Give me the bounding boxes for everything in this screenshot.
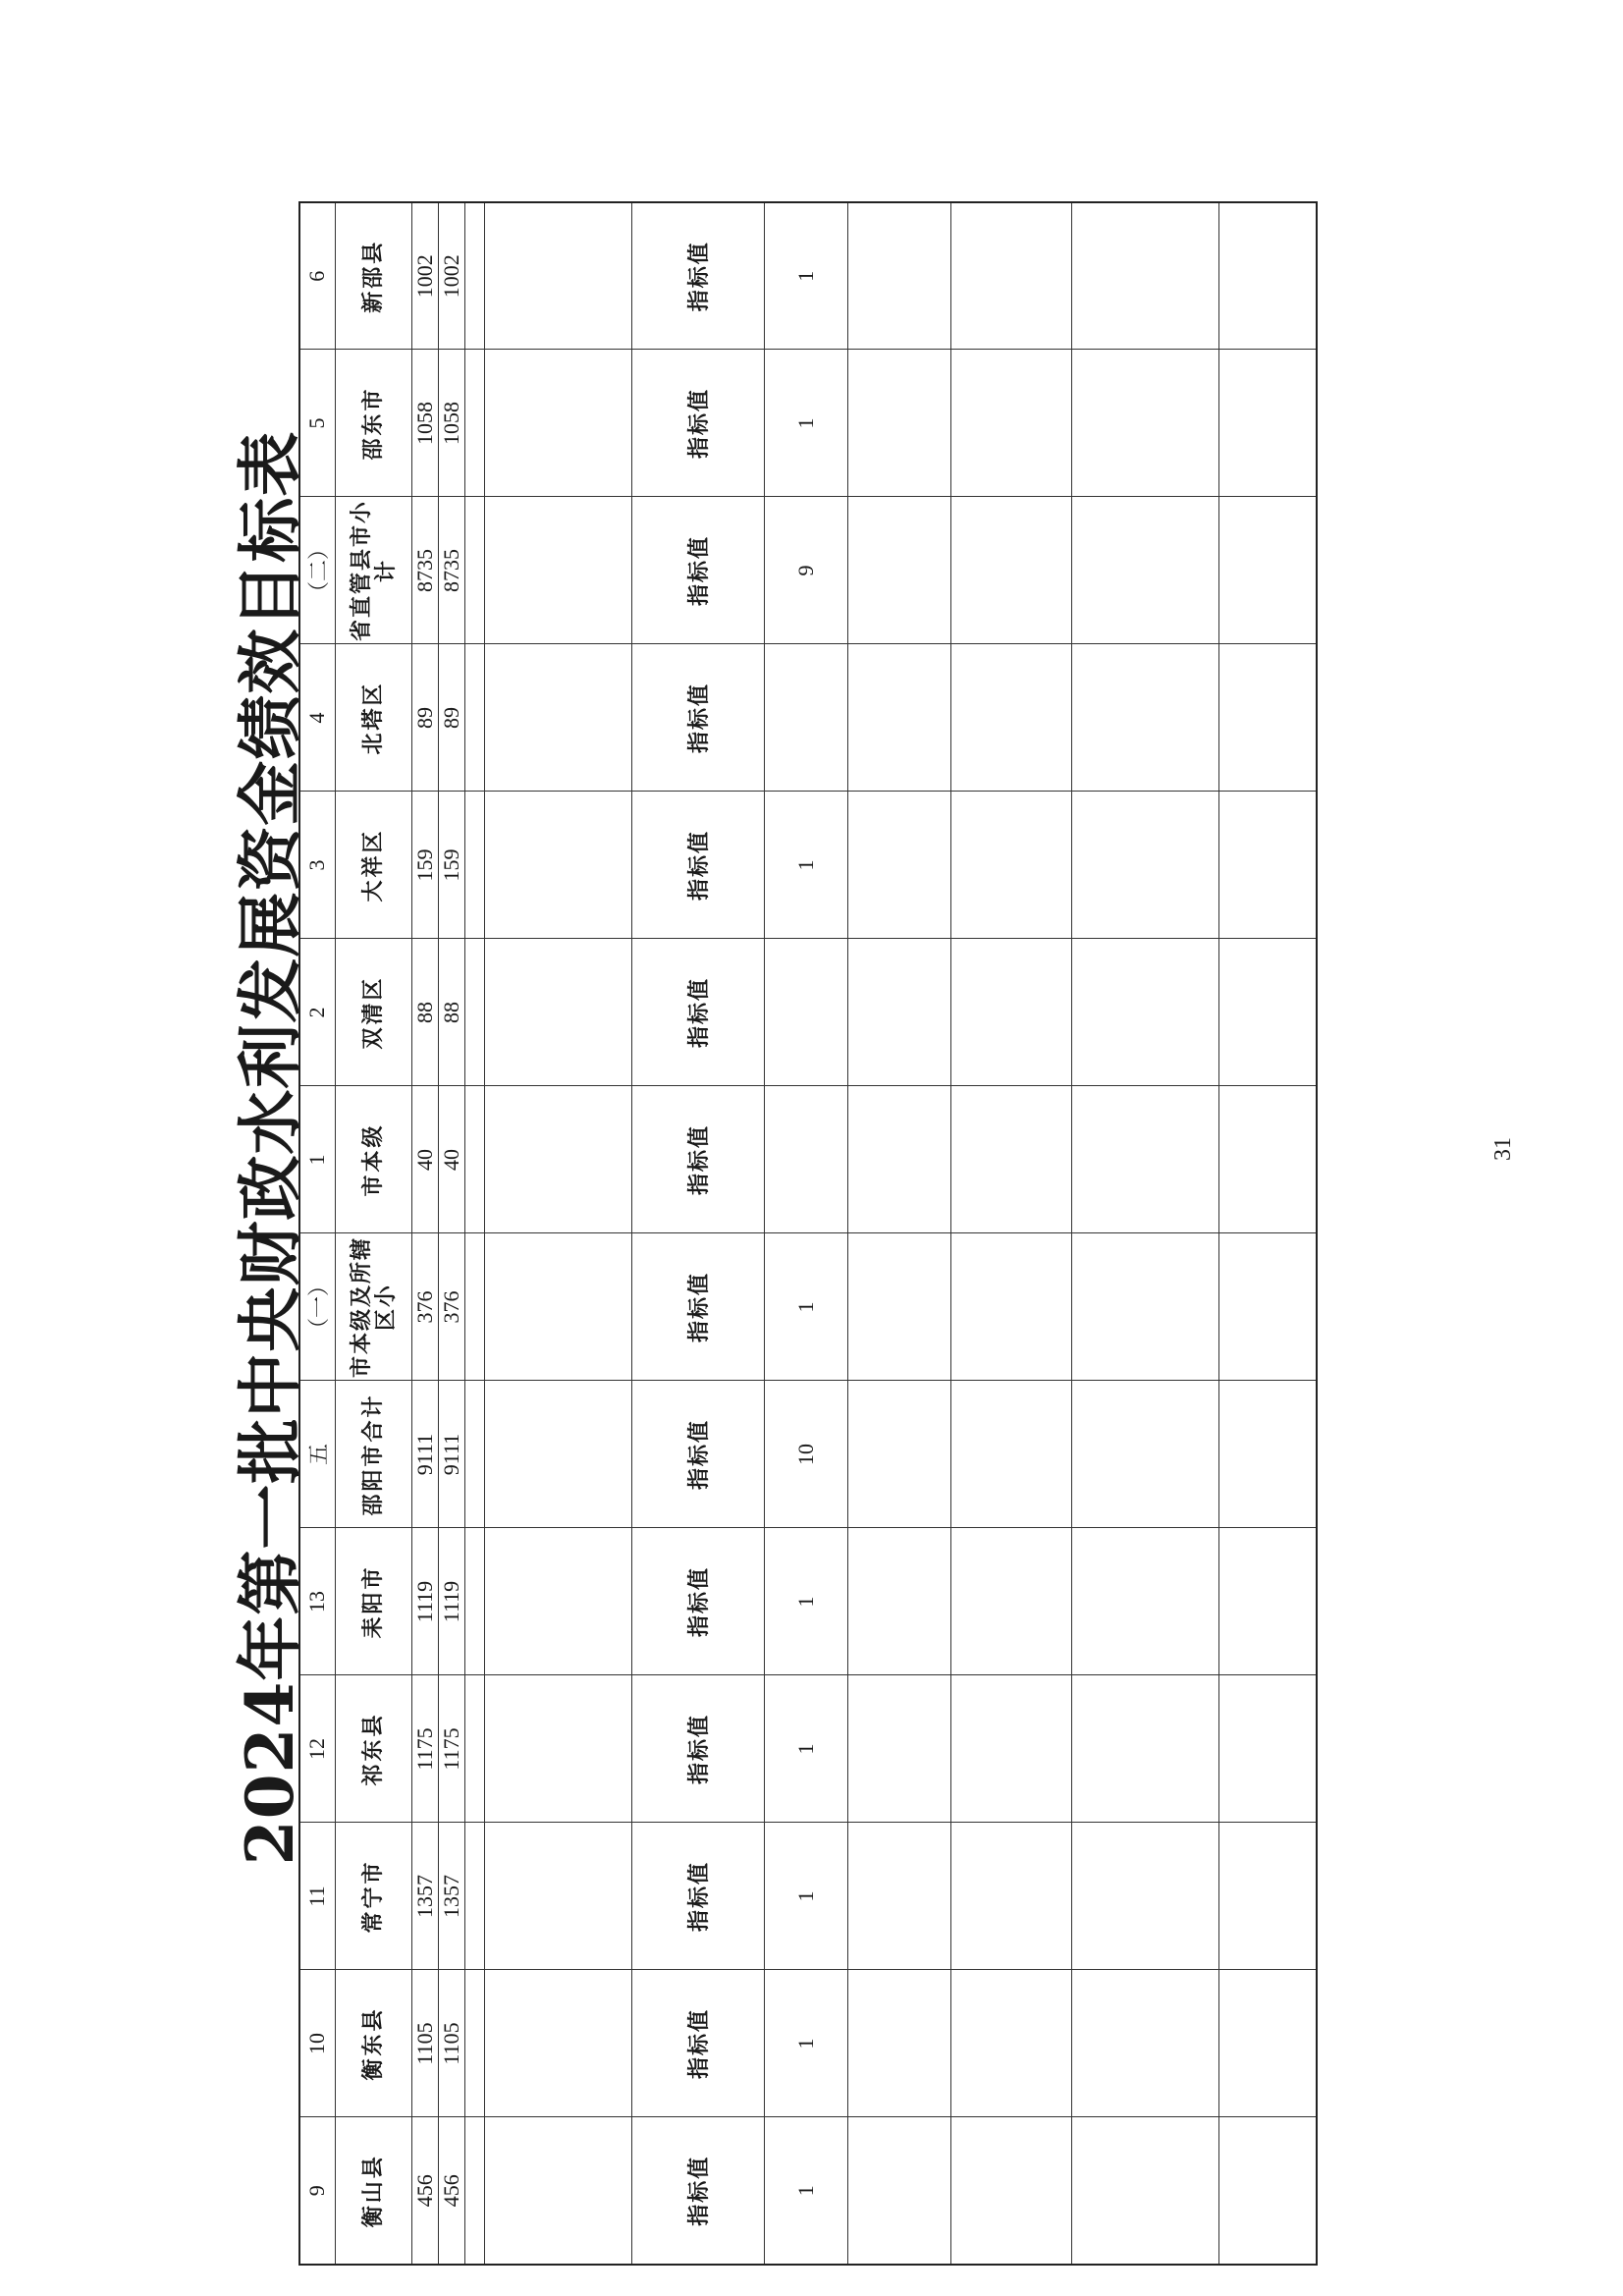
region-name: 大祥区 — [335, 792, 411, 939]
region-name: 邵阳市合计 — [335, 1381, 411, 1528]
blank-cell — [484, 497, 631, 644]
blank-cell — [484, 939, 631, 1086]
table-row — [631, 202, 764, 2265]
amount-value-repeat: 8735 — [438, 497, 464, 644]
amount-value: 456 — [411, 2117, 438, 2265]
blank-cell — [1218, 1086, 1317, 1233]
amount-value: 1002 — [411, 202, 438, 350]
amount-value-repeat: 1105 — [438, 1970, 464, 2117]
blank-cell — [950, 1381, 1071, 1528]
table-row — [484, 202, 631, 2265]
blank-cell — [464, 792, 484, 939]
document-title: 2024年第一批中央财政水利发展资金绩效目标表 — [232, 430, 308, 1866]
blank-cell — [950, 1675, 1071, 1823]
column-number: 9 — [299, 2117, 335, 2265]
indicator-label: 指标值 — [631, 1675, 764, 1823]
blank-cell — [464, 1970, 484, 2117]
blank-cell — [464, 1233, 484, 1381]
amount-value-repeat: 1119 — [438, 1528, 464, 1675]
column-number: （二） — [299, 497, 335, 644]
amount-value-repeat: 1357 — [438, 1823, 464, 1970]
region-name: 衡山县 — [335, 2117, 411, 2265]
amount-value: 1119 — [411, 1528, 438, 1675]
blank-cell — [464, 202, 484, 350]
region-name: 市本级及所辖区小 — [335, 1233, 411, 1381]
performance-target-table — [298, 201, 1318, 2266]
blank-cell — [950, 1528, 1071, 1675]
blank-cell — [847, 1970, 950, 2117]
blank-cell — [484, 350, 631, 497]
amount-value-repeat: 376 — [438, 1233, 464, 1381]
blank-cell — [1218, 1528, 1317, 1675]
amount-value-repeat: 88 — [438, 939, 464, 1086]
blank-cell — [847, 939, 950, 1086]
region-name: 省直管县市小计 — [335, 497, 411, 644]
indicator-value — [764, 1086, 847, 1233]
region-name: 常宁市 — [335, 1823, 411, 1970]
blank-cell — [484, 1381, 631, 1528]
column-number: 11 — [299, 1823, 335, 1970]
indicator-value: 1 — [764, 202, 847, 350]
blank-cell — [1218, 1823, 1317, 1970]
amount-value: 89 — [411, 644, 438, 792]
blank-cell — [464, 497, 484, 644]
blank-cell — [464, 939, 484, 1086]
table-row — [847, 202, 950, 2265]
blank-cell — [484, 1528, 631, 1675]
blank-cell — [484, 1970, 631, 2117]
region-name: 衡东县 — [335, 1970, 411, 2117]
indicator-label: 指标值 — [631, 644, 764, 792]
blank-cell — [1218, 644, 1317, 792]
indicator-value: 1 — [764, 1970, 847, 2117]
blank-cell — [950, 497, 1071, 644]
blank-cell — [464, 1528, 484, 1675]
blank-cell — [484, 1675, 631, 1823]
indicator-label: 指标值 — [631, 1823, 764, 1970]
blank-cell — [950, 644, 1071, 792]
amount-value: 1175 — [411, 1675, 438, 1823]
amount-value-repeat: 40 — [438, 1086, 464, 1233]
blank-cell — [464, 2117, 484, 2265]
blank-cell — [847, 1086, 950, 1233]
blank-cell — [1218, 1381, 1317, 1528]
blank-cell — [484, 644, 631, 792]
blank-cell — [950, 350, 1071, 497]
indicator-label: 指标值 — [631, 1970, 764, 2117]
column-number: 10 — [299, 1970, 335, 2117]
blank-cell — [847, 1381, 950, 1528]
column-number: 5 — [299, 350, 335, 497]
region-name: 双清区 — [335, 939, 411, 1086]
column-number: 3 — [299, 792, 335, 939]
blank-cell — [1218, 1233, 1317, 1381]
blank-cell — [1218, 2117, 1317, 2265]
blank-cell — [950, 1970, 1071, 2117]
blank-cell — [464, 1381, 484, 1528]
blank-cell — [1071, 1823, 1218, 1970]
column-number: 五 — [299, 1381, 335, 1528]
blank-cell — [1071, 1381, 1218, 1528]
region-name: 邵东市 — [335, 350, 411, 497]
indicator-value: 1 — [764, 792, 847, 939]
blank-cell — [1071, 792, 1218, 939]
table-row — [335, 202, 411, 2265]
region-name: 祁东县 — [335, 1675, 411, 1823]
indicator-value: 1 — [764, 1823, 847, 1970]
blank-cell — [464, 350, 484, 497]
blank-cell — [464, 644, 484, 792]
blank-cell — [484, 792, 631, 939]
blank-cell — [484, 1086, 631, 1233]
blank-cell — [950, 792, 1071, 939]
column-number: 13 — [299, 1528, 335, 1675]
column-number: 12 — [299, 1675, 335, 1823]
region-name: 新邵县 — [335, 202, 411, 350]
amount-value: 376 — [411, 1233, 438, 1381]
amount-value-repeat: 9111 — [438, 1381, 464, 1528]
indicator-label: 指标值 — [631, 350, 764, 497]
column-number: 4 — [299, 644, 335, 792]
indicator-label: 指标值 — [631, 939, 764, 1086]
blank-cell — [1071, 644, 1218, 792]
blank-cell — [847, 202, 950, 350]
amount-value: 8735 — [411, 497, 438, 644]
blank-cell — [950, 1823, 1071, 1970]
indicator-label: 指标值 — [631, 497, 764, 644]
blank-cell — [1071, 1233, 1218, 1381]
indicator-value: 9 — [764, 497, 847, 644]
column-number: 2 — [299, 939, 335, 1086]
amount-value-repeat: 456 — [438, 2117, 464, 2265]
amount-value: 40 — [411, 1086, 438, 1233]
amount-value-repeat: 89 — [438, 644, 464, 792]
blank-cell — [950, 1086, 1071, 1233]
table-row — [299, 202, 335, 2265]
region-name: 北塔区 — [335, 644, 411, 792]
blank-cell — [1071, 1528, 1218, 1675]
amount-value-repeat: 1058 — [438, 350, 464, 497]
indicator-value: 1 — [764, 1233, 847, 1381]
region-name: 市本级 — [335, 1086, 411, 1233]
blank-cell — [847, 1823, 950, 1970]
table-row — [411, 202, 438, 2265]
amount-value-repeat: 1002 — [438, 202, 464, 350]
blank-cell — [1218, 1675, 1317, 1823]
amount-value: 159 — [411, 792, 438, 939]
indicator-label: 指标值 — [631, 1233, 764, 1381]
table-row — [1218, 202, 1317, 2265]
blank-cell — [1071, 1675, 1218, 1823]
table-row — [1071, 202, 1218, 2265]
table-row — [464, 202, 484, 2265]
indicator-value: 1 — [764, 2117, 847, 2265]
blank-cell — [484, 2117, 631, 2265]
blank-cell — [1218, 497, 1317, 644]
blank-cell — [1218, 792, 1317, 939]
blank-cell — [950, 939, 1071, 1086]
blank-cell — [1071, 1970, 1218, 2117]
amount-value: 88 — [411, 939, 438, 1086]
blank-cell — [847, 1528, 950, 1675]
region-name: 耒阳市 — [335, 1528, 411, 1675]
blank-cell — [847, 792, 950, 939]
blank-cell — [847, 1675, 950, 1823]
blank-cell — [847, 497, 950, 644]
indicator-value: 10 — [764, 1381, 847, 1528]
indicator-value: 1 — [764, 1528, 847, 1675]
indicator-value: 1 — [764, 350, 847, 497]
table-row — [438, 202, 464, 2265]
indicator-label: 指标值 — [631, 2117, 764, 2265]
blank-cell — [484, 1823, 631, 1970]
blank-cell — [484, 202, 631, 350]
blank-cell — [1218, 350, 1317, 497]
indicator-label: 指标值 — [631, 202, 764, 350]
amount-value: 1357 — [411, 1823, 438, 1970]
blank-cell — [950, 1233, 1071, 1381]
blank-cell — [484, 1233, 631, 1381]
column-number: 6 — [299, 202, 335, 350]
blank-cell — [1071, 1086, 1218, 1233]
amount-value: 9111 — [411, 1381, 438, 1528]
column-number: （一） — [299, 1233, 335, 1381]
indicator-value — [764, 644, 847, 792]
blank-cell — [950, 202, 1071, 350]
indicator-label: 指标值 — [631, 1086, 764, 1233]
blank-cell — [847, 1233, 950, 1381]
blank-cell — [464, 1823, 484, 1970]
amount-value: 1058 — [411, 350, 438, 497]
blank-cell — [1218, 939, 1317, 1086]
blank-cell — [1071, 497, 1218, 644]
blank-cell — [1218, 202, 1317, 350]
blank-cell — [950, 2117, 1071, 2265]
blank-cell — [1071, 202, 1218, 350]
blank-cell — [464, 1675, 484, 1823]
amount-value-repeat: 159 — [438, 792, 464, 939]
indicator-label: 指标值 — [631, 1528, 764, 1675]
indicator-label: 指标值 — [631, 792, 764, 939]
indicator-value — [764, 939, 847, 1086]
column-number: 1 — [299, 1086, 335, 1233]
table-row — [950, 202, 1071, 2265]
blank-cell — [847, 350, 950, 497]
blank-cell — [464, 1086, 484, 1233]
blank-cell — [1071, 2117, 1218, 2265]
amount-value: 1105 — [411, 1970, 438, 2117]
blank-cell — [1071, 350, 1218, 497]
table-row — [764, 202, 847, 2265]
blank-cell — [1218, 1970, 1317, 2117]
blank-cell — [847, 2117, 950, 2265]
blank-cell — [847, 644, 950, 792]
page-number: 31 — [1490, 1137, 1516, 1161]
blank-cell — [1071, 939, 1218, 1086]
amount-value-repeat: 1175 — [438, 1675, 464, 1823]
indicator-label: 指标值 — [631, 1381, 764, 1528]
indicator-value: 1 — [764, 1675, 847, 1823]
